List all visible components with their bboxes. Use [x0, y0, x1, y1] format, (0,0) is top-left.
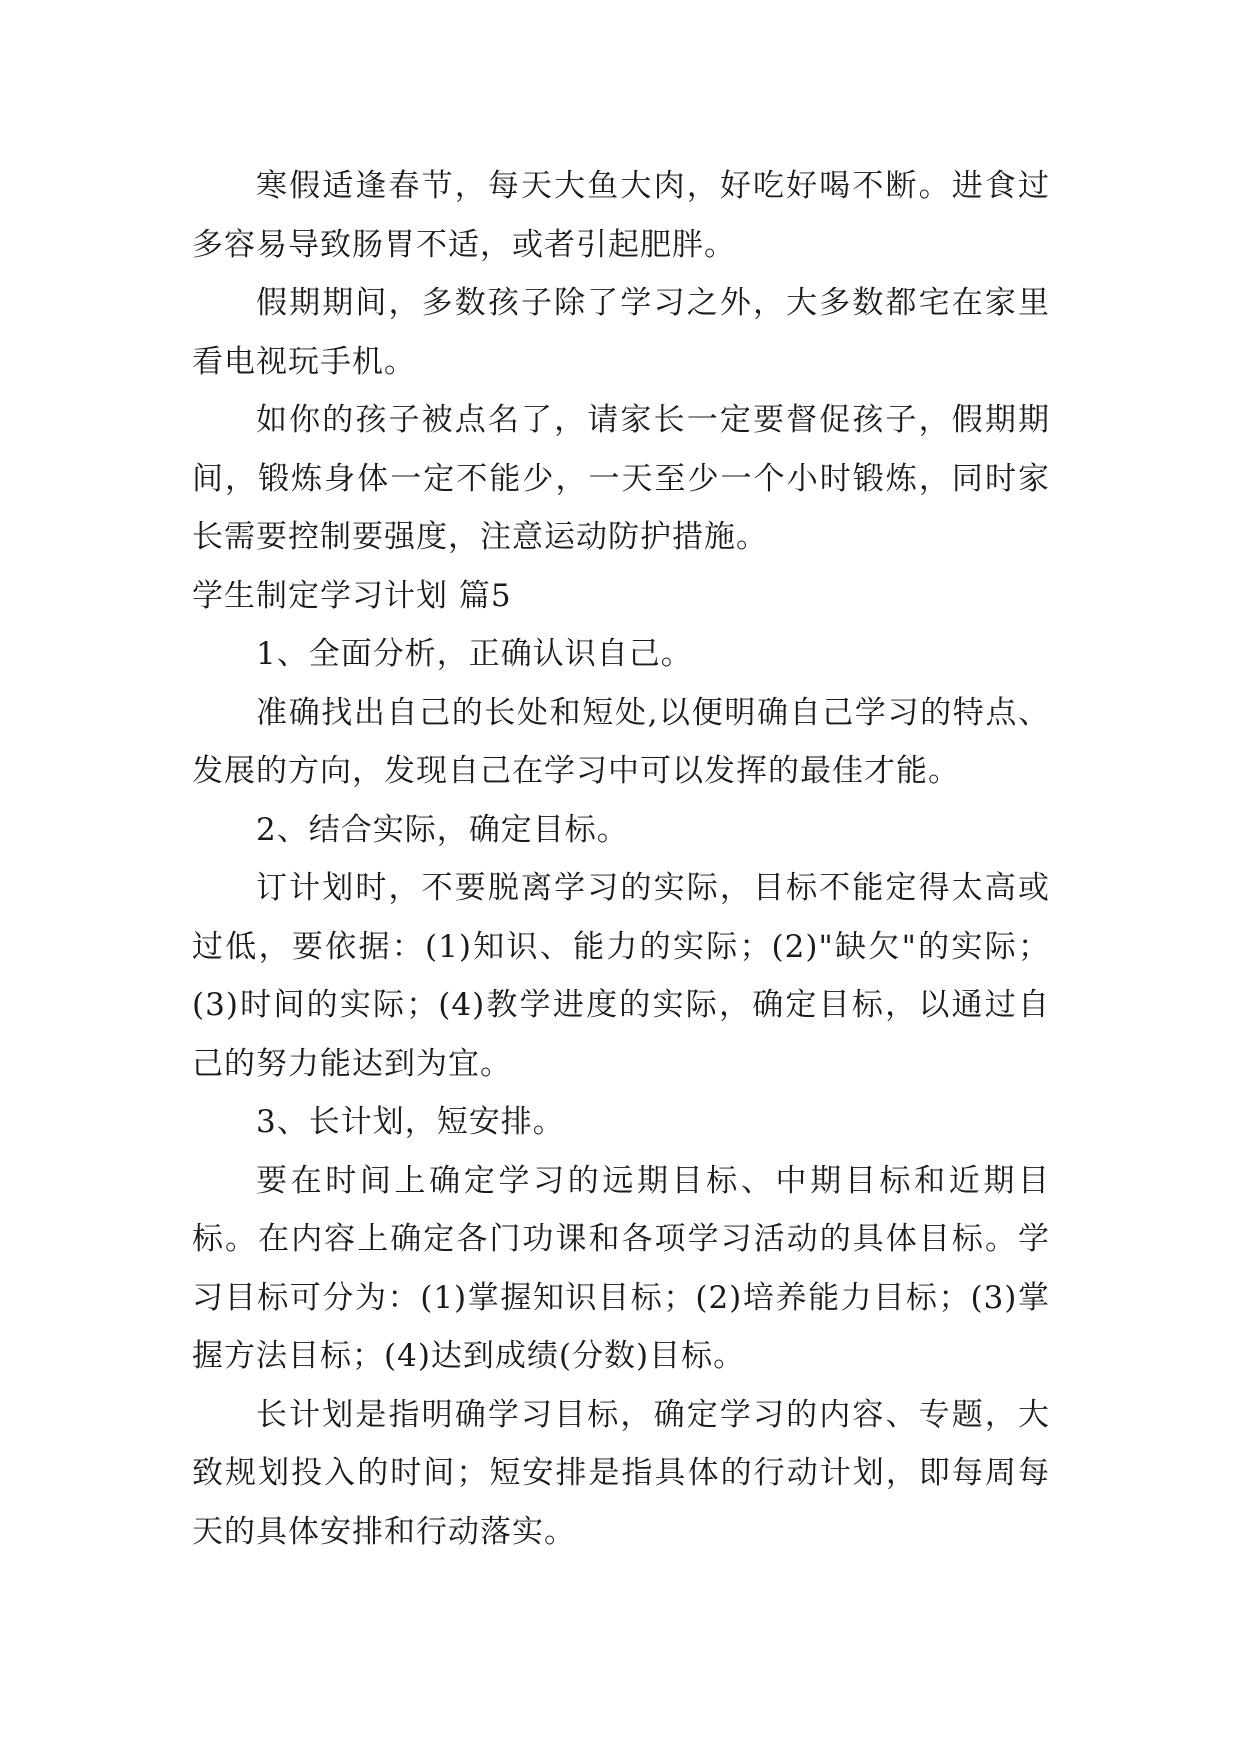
section-heading: 学生制定学习计划 篇5: [192, 577, 512, 614]
paragraph-long-plan: 长计划是指明确学习目标，确定学习的内容、专题，大致规划投入的时间；短安排是指具体的行动计划，即每周每天的具体安排和行动落实。: [192, 1396, 1050, 1550]
document-page: [192, 157, 1050, 1561]
paragraph-exercise: 如你的孩子被点名了，请家长一定要督促孩子，假期期间，锻炼身体一定不能少，一天至少一个小时锻炼，同时家长需要控制要强度，注意运动防护措施。: [192, 402, 1050, 555]
paragraph-step-2: 2、结合实际，确定目标。: [256, 811, 629, 848]
paragraph-step-3: 3、长计划，短安排。: [256, 1104, 565, 1140]
paragraph-stay-home: 假期期间，多数孩子除了学习之外，大多数都宅在家里看电视玩手机。: [192, 285, 1050, 380]
paragraph-goals: 要在时间上确定学习的远期目标、中期目标和近期目标。在内容上确定各门功课和各项学习活动的具体目标。学习目标可分为：(1)掌握知识目标；(2)培养能力目标；(3)掌握方法目标；(4)达到成绩(分数)目标。: [192, 1162, 1050, 1374]
paragraph-strengths: 准确找出自己的长处和短处,以便明确自己学习的特点、发展的方向，发现自己在学习中可以发挥的最佳才能。: [192, 694, 1050, 789]
paragraph-targets: 订计划时，不要脱离学习的实际，目标不能定得太高或过低，要依据：(1)知识、能力的实际；(2)"缺欠"的实际；(3)时间的实际；(4)教学进度的实际，确定目标，以通过自己的努力能达到为宜。: [192, 870, 1050, 1082]
paragraph-diet: 寒假适逢春节，每天大鱼大肉，好吃好喝不断。进食过多容易导致肠胃不适，或者引起肥胖。: [192, 168, 1050, 263]
paragraph-step-1: 1、全面分析，正确认识自己。: [256, 636, 693, 672]
